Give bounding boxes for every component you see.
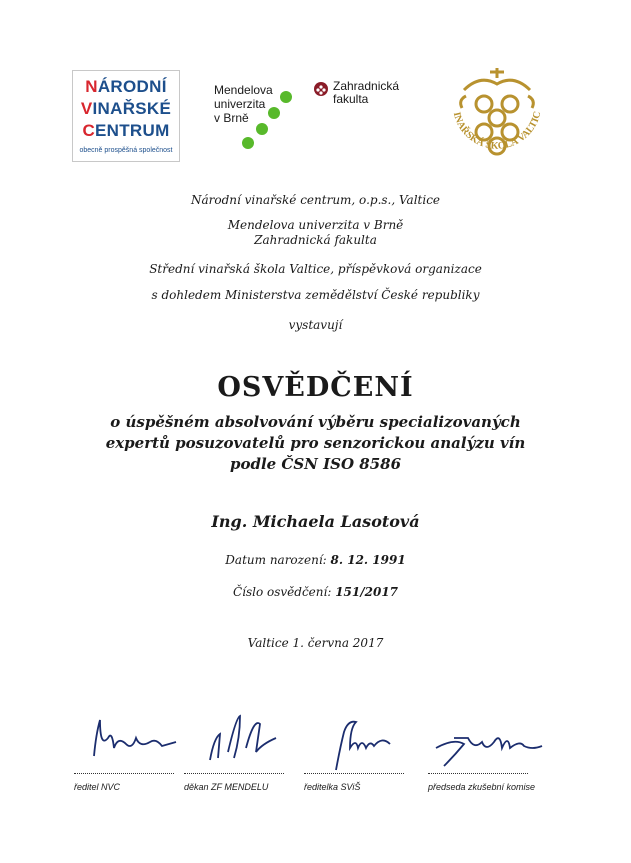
signature-role-1: ředitel NVC [74,782,121,792]
handwritten-signature [180,708,298,772]
mendelu-logo-line3: v Brně [214,111,249,125]
certificate-title: OSVĚDČENÍ [217,372,414,403]
issuer-line-6: vystavují [288,318,343,332]
issuer-line-5: s dohledem Ministerstva zemědělství České republiky [151,288,480,302]
issuer-line-2: Mendelova univerzita v Brně [227,218,404,232]
signature-line [184,773,284,774]
signature-line [428,773,528,774]
signature-block-3 [300,708,418,792]
certificate-subtitle-1: o úspěšném absolvování výběru specializovaných [110,413,521,431]
handwritten-signature [300,708,418,772]
mendelu-dot-icon [268,107,280,119]
mendelu-dot-icon [280,91,292,103]
zf-logo [314,80,424,110]
signature-block-4 [424,708,554,792]
signature-role-4: předseda zkušební komise [428,782,536,792]
handwritten-signature [70,708,188,772]
certificate-number-row [0,585,631,599]
signature-block-1 [70,708,188,792]
signature-block-2 [180,708,298,792]
vsv-logo [432,62,562,174]
mendelu-logo-line1: Mendelova [214,83,273,97]
zf-logo-line1: Zahradnická [333,79,400,93]
signature-line [74,773,174,774]
recipient-name: Ing. Michaela Lasotová [211,512,420,531]
mendelu-logo-line2: univerzita [214,97,266,111]
handwritten-signature [424,708,554,772]
signature-role-3: ředitelka SViŠ [304,782,361,792]
birth-date-row [0,553,631,567]
vsv-grape-emblem-icon [432,62,562,174]
zf-emblem-icon [314,82,328,96]
mendelu-dot-icon [256,123,268,135]
issuer-line-4: Střední vinařská škola Valtice, příspěvková organizace [149,262,482,276]
certificate-subtitle-3: podle ČSN ISO 8586 [229,455,402,473]
nvc-logo-tagline: obecně prospěšná společnost [79,147,173,154]
certificate-number-value: 151/2017 [335,585,399,599]
signature-line [304,773,404,774]
mendelu-dot-icon [242,137,254,149]
place-date: Valtice 1. června 2017 [247,636,384,650]
mendelu-logo [214,83,310,153]
issuer-line-1: Národní vinařské centrum, o.p.s., Valtice [190,193,441,207]
birth-date-label: Datum narození: [225,553,327,567]
nvc-logo: NÁRODNÍ VINAŘSKÉ CENTRUM obecně prospěšná společnost [72,70,180,162]
birth-date-value: 8. 12. 1991 [330,553,406,567]
certificate-subtitle-2: expertů posuzovatelů pro senzorickou analýzu vín [105,434,526,452]
zf-logo-line2: fakulta [333,92,369,106]
certificate-number-label: Číslo osvědčení: [232,585,332,599]
signature-role-2: děkan ZF MENDELU [184,782,269,792]
vsv-ring-text: INAŘSKÁ ŠKOLA VALTIC [450,110,544,152]
issuer-line-3: Zahradnická fakulta [254,233,377,247]
